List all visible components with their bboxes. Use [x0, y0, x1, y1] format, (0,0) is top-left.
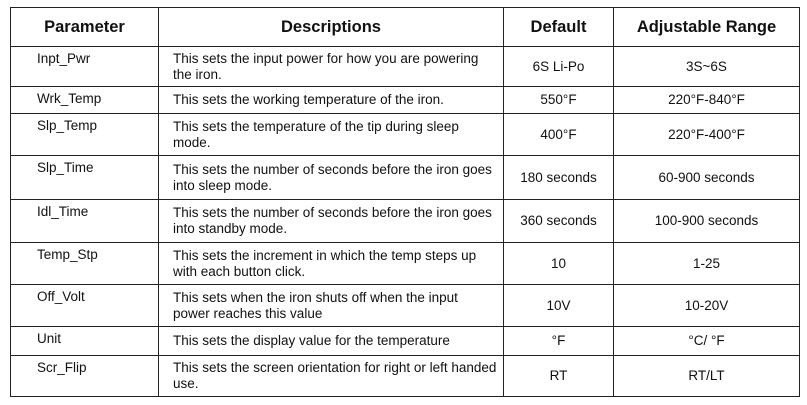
parameter-table — [10, 7, 800, 397]
range-cell: 220°F-400°F — [614, 114, 800, 156]
description-cell: This sets the display value for the temperature — [159, 327, 504, 356]
default-cell: 10V — [504, 285, 614, 327]
parameter-cell: Inpt_Pwr — [11, 47, 159, 87]
default-cell: 400°F — [504, 114, 614, 156]
table-row — [11, 156, 800, 200]
table-row — [11, 243, 800, 285]
description-cell: This sets the input power for how you are powering the iron. — [159, 47, 504, 87]
description-cell: This sets the increment in which the temp steps up with each button click. — [159, 243, 504, 285]
header-range: Adjustable Range — [614, 8, 800, 47]
description-cell: This sets the number of seconds before the iron goes into sleep mode. — [159, 156, 504, 200]
header-parameter: Parameter — [11, 8, 159, 47]
table-row — [11, 356, 800, 397]
description-cell: This sets the working temperature of the iron. — [159, 87, 504, 114]
parameter-cell: Wrk_Temp — [11, 87, 159, 114]
parameter-cell: Slp_Time — [11, 156, 159, 200]
default-cell: 550°F — [504, 87, 614, 114]
table-row — [11, 87, 800, 114]
table-row — [11, 47, 800, 87]
range-cell: 3S~6S — [614, 47, 800, 87]
range-cell: 60-900 seconds — [614, 156, 800, 200]
table-row — [11, 285, 800, 327]
default-cell: 6S Li-Po — [504, 47, 614, 87]
description-cell: This sets when the iron shuts off when the input power reaches this value — [159, 285, 504, 327]
description-cell: This sets the temperature of the tip during sleep mode. — [159, 114, 504, 156]
range-cell: °C/ °F — [614, 327, 800, 356]
range-cell: 220°F-840°F — [614, 87, 800, 114]
range-cell: RT/LT — [614, 356, 800, 397]
default-cell: 360 seconds — [504, 200, 614, 243]
parameter-cell: Temp_Stp — [11, 243, 159, 285]
description-cell: This sets the number of seconds before the iron goes into standby mode. — [159, 200, 504, 243]
table-row — [11, 327, 800, 356]
parameter-cell: Scr_Flip — [11, 356, 159, 397]
header-default: Default — [504, 8, 614, 47]
range-cell: 100-900 seconds — [614, 200, 800, 243]
default-cell: °F — [504, 327, 614, 356]
default-cell: RT — [504, 356, 614, 397]
default-cell: 10 — [504, 243, 614, 285]
table-row — [11, 114, 800, 156]
description-cell: This sets the screen orientation for right or left handed use. — [159, 356, 504, 397]
default-cell: 180 seconds — [504, 156, 614, 200]
table-row — [11, 200, 800, 243]
range-cell: 1-25 — [614, 243, 800, 285]
header-descriptions: Descriptions — [159, 8, 504, 47]
parameter-cell: Off_Volt — [11, 285, 159, 327]
parameter-cell: Idl_Time — [11, 200, 159, 243]
parameter-cell: Slp_Temp — [11, 114, 159, 156]
header-row — [11, 8, 800, 47]
range-cell: 10-20V — [614, 285, 800, 327]
parameter-cell: Unit — [11, 327, 159, 356]
